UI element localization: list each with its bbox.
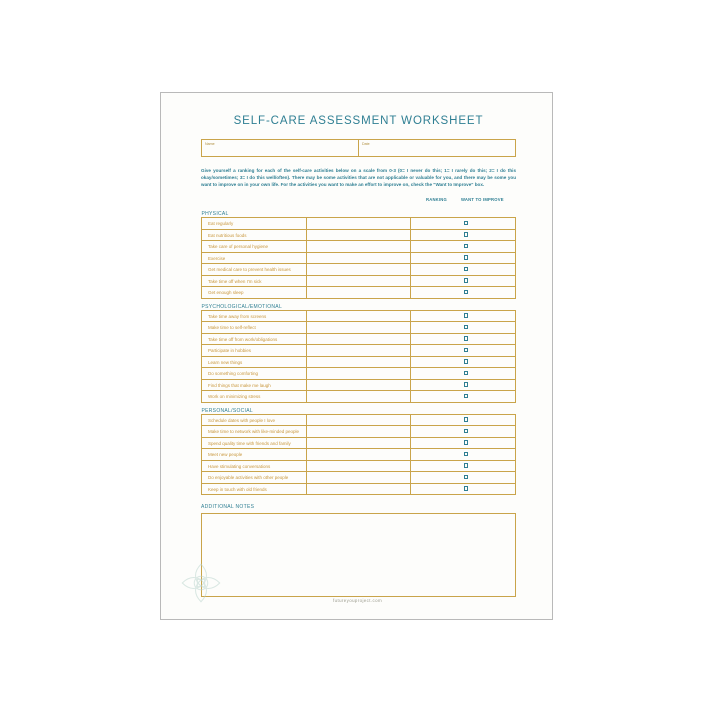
- activity-label: Eat regularly: [202, 218, 307, 230]
- column-headers: [201, 197, 516, 206]
- want-to-improve-cell: [411, 391, 516, 403]
- ranking-input[interactable]: [306, 218, 411, 230]
- table-row: [202, 229, 516, 241]
- table-row: [202, 333, 516, 345]
- section-heading: PERSONAL/SOCIAL: [201, 407, 253, 414]
- want-to-improve-cell: [411, 379, 516, 391]
- want-to-improve-cell: [411, 345, 516, 357]
- ranking-input[interactable]: [306, 460, 411, 472]
- ranking-input[interactable]: [306, 241, 411, 253]
- worksheet-sheet: [160, 92, 553, 620]
- ranking-input[interactable]: [306, 310, 411, 322]
- table-row: [202, 264, 516, 276]
- want-to-improve-cell: [411, 449, 516, 461]
- ranking-input[interactable]: [306, 437, 411, 449]
- want-to-improve-cell: [411, 218, 516, 230]
- ranking-input[interactable]: [306, 252, 411, 264]
- activity-label: Work on minimizing stress: [202, 391, 307, 403]
- table-row: [202, 356, 516, 368]
- table-row: [202, 287, 516, 299]
- activity-label: Take time off when I'm sick: [202, 275, 307, 287]
- activity-label: Keep in touch with old friends: [202, 483, 307, 495]
- activity-label: Exercise: [202, 252, 307, 264]
- section-header-row: [202, 298, 516, 310]
- want-to-improve-checkbox[interactable]: [464, 244, 469, 249]
- table-row: [202, 345, 516, 357]
- want-to-improve-cell: [411, 414, 516, 426]
- want-to-improve-cell: [411, 275, 516, 287]
- activity-label: Eat nutritious foods: [202, 229, 307, 241]
- ranking-input[interactable]: [306, 275, 411, 287]
- want-to-improve-cell: [411, 437, 516, 449]
- ranking-input[interactable]: [306, 379, 411, 391]
- want-to-improve-checkbox[interactable]: [464, 429, 469, 434]
- activity-label: Participate in hobbies: [202, 345, 307, 357]
- want-to-improve-cell: [411, 483, 516, 495]
- ranking-input[interactable]: [306, 322, 411, 334]
- want-to-improve-checkbox[interactable]: [464, 278, 469, 283]
- want-to-improve-checkbox[interactable]: [464, 325, 469, 330]
- activity-label: Make time to network with like-minded people: [202, 426, 307, 438]
- column-header-want-to-improve: WANT TO IMPROVE: [461, 197, 504, 203]
- table-row: [202, 322, 516, 334]
- activity-label: Do something comforting: [202, 368, 307, 380]
- want-to-improve-checkbox[interactable]: [464, 486, 469, 491]
- table-row: [202, 241, 516, 253]
- want-to-improve-checkbox[interactable]: [464, 348, 469, 353]
- want-to-improve-checkbox[interactable]: [464, 255, 469, 260]
- table-row: [202, 426, 516, 438]
- activity-label: Make time to self-reflect: [202, 322, 307, 334]
- want-to-improve-checkbox[interactable]: [464, 232, 469, 237]
- activity-label: Meet new people: [202, 449, 307, 461]
- name-field[interactable]: Name: [202, 140, 359, 156]
- want-to-improve-cell: [411, 287, 516, 299]
- activity-label: Do enjoyable activities with other people: [202, 472, 307, 484]
- activity-label: Take time away from screens: [202, 310, 307, 322]
- activity-label: Take care of personal hygiene: [202, 241, 307, 253]
- want-to-improve-checkbox[interactable]: [464, 267, 469, 272]
- activity-label: Find things that make me laugh: [202, 379, 307, 391]
- table-row: [202, 368, 516, 380]
- want-to-improve-checkbox[interactable]: [464, 382, 469, 387]
- footer-url: futureyouproject.com: [333, 598, 382, 603]
- want-to-improve-checkbox[interactable]: [464, 463, 469, 468]
- table-row: [202, 310, 516, 322]
- activity-label: Spend quality time with friends and family: [202, 437, 307, 449]
- want-to-improve-checkbox[interactable]: [464, 440, 469, 445]
- section-heading: PHYSICAL: [201, 211, 229, 218]
- activity-label: Get enough sleep: [202, 287, 307, 299]
- want-to-improve-cell: [411, 460, 516, 472]
- want-to-improve-checkbox[interactable]: [464, 359, 469, 364]
- want-to-improve-cell: [411, 472, 516, 484]
- table-row: [202, 379, 516, 391]
- activity-label: Learn new things: [202, 356, 307, 368]
- column-header-ranking: RANKING: [426, 197, 447, 203]
- ranking-input[interactable]: [306, 264, 411, 276]
- activity-label: Get medical care to prevent health issues: [202, 264, 307, 276]
- activity-label: Have stimulating conversations: [202, 460, 307, 472]
- ranking-input[interactable]: [306, 356, 411, 368]
- table-row: [202, 275, 516, 287]
- want-to-improve-cell: [411, 264, 516, 276]
- table-row: [202, 472, 516, 484]
- want-to-improve-cell: [411, 252, 516, 264]
- activity-label: Take time off from work/obligations: [202, 333, 307, 345]
- want-to-improve-checkbox[interactable]: [464, 475, 469, 480]
- table-row: [202, 437, 516, 449]
- want-to-improve-checkbox[interactable]: [464, 336, 469, 341]
- ranking-input[interactable]: [306, 229, 411, 241]
- want-to-improve-checkbox[interactable]: [464, 221, 469, 226]
- want-to-improve-checkbox[interactable]: [464, 452, 469, 457]
- table-row: [202, 391, 516, 403]
- want-to-improve-cell: [411, 241, 516, 253]
- want-to-improve-checkbox[interactable]: [464, 394, 469, 399]
- want-to-improve-checkbox[interactable]: [464, 290, 469, 295]
- section-heading: PSYCHOLOGICAL/EMOTIONAL: [201, 303, 283, 310]
- want-to-improve-cell: [411, 368, 516, 380]
- ranking-input[interactable]: [306, 287, 411, 299]
- table-row: [202, 414, 516, 426]
- additional-notes-heading: ADDITIONAL NOTES: [201, 504, 255, 511]
- want-to-improve-cell: [411, 426, 516, 438]
- want-to-improve-checkbox[interactable]: [464, 313, 469, 318]
- ranking-input[interactable]: [306, 391, 411, 403]
- ranking-input[interactable]: [306, 472, 411, 484]
- want-to-improve-checkbox[interactable]: [464, 417, 469, 422]
- want-to-improve-cell: [411, 333, 516, 345]
- ranking-input[interactable]: [306, 368, 411, 380]
- ranking-input[interactable]: [306, 414, 411, 426]
- date-field[interactable]: Date: [362, 142, 370, 146]
- ranking-input[interactable]: [306, 426, 411, 438]
- table-row: [202, 483, 516, 495]
- table-row: [202, 449, 516, 461]
- want-to-improve-checkbox[interactable]: [464, 371, 469, 376]
- worksheet-content: [201, 115, 516, 595]
- want-to-improve-cell: [411, 322, 516, 334]
- ranking-input[interactable]: [306, 483, 411, 495]
- instructions-text: Give yourself a ranking for each of the self-care activities below on a scale from 0-3 (0= I never do this; 1= I rarely do this; 2= I do this okay/sometimes; 3= I do this well/often). There may be some activities that are not applicable or valuable for you, and there may be some you want to improve on in your own life. For the activities you want to make an effort to improve on, check the "Want to Improve" box.: [201, 168, 516, 188]
- ranking-input[interactable]: [306, 449, 411, 461]
- assessment-table: [201, 206, 516, 495]
- section-header-row: [202, 402, 516, 414]
- want-to-improve-cell: [411, 310, 516, 322]
- want-to-improve-cell: [411, 229, 516, 241]
- table-row: [202, 252, 516, 264]
- activity-label: Schedule dates with people I love: [202, 414, 307, 426]
- table-row: [202, 218, 516, 230]
- page-title: SELF-CARE ASSESSMENT WORKSHEET: [233, 115, 484, 127]
- ranking-input[interactable]: [306, 333, 411, 345]
- want-to-improve-cell: [411, 356, 516, 368]
- table-row: [202, 460, 516, 472]
- section-header-row: [202, 206, 516, 218]
- ranking-input[interactable]: [306, 345, 411, 357]
- additional-notes-box[interactable]: [201, 513, 516, 597]
- name-date-row: [201, 139, 516, 157]
